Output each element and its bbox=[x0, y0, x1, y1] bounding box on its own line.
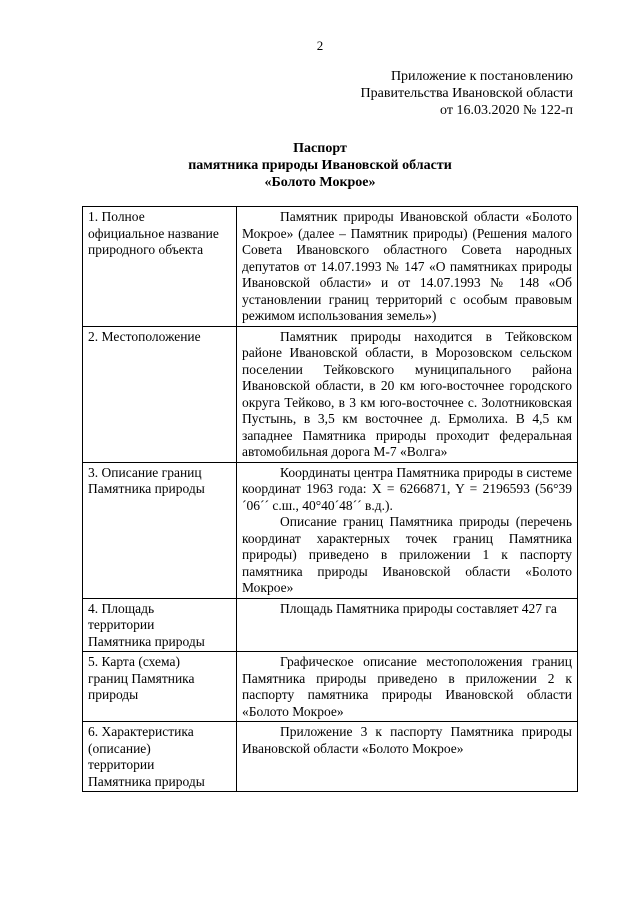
appendix-line: от 16.03.2020 № 122-п bbox=[440, 103, 573, 118]
label-line: 3. Описание границ bbox=[88, 464, 202, 480]
label-line: 1. Полное bbox=[88, 209, 145, 224]
row-label bbox=[83, 598, 237, 652]
value-paragraph: Приложение 3 к паспорту Памятника природы Ивановской области «Болото Мокрое» bbox=[242, 724, 572, 756]
value-paragraph: Памятник природы находится в Тейковском районе Ивановской области, в Морозовском сельском поселении Тейковского муниципального района Ивановской области, в 20 км юго-восточнее городского округа Тейково, в 3 км юго-восточнее с. Золотниковская Пустынь, в 3,5 км восточнее д. Ермолиха. В 4,5 км западнее Памятника природы проходит федеральная автомобильная дорога М-7 «Волга» bbox=[242, 328, 572, 459]
label-line: (описание) bbox=[88, 740, 151, 756]
title-line: памятника природы Ивановской области bbox=[188, 158, 452, 173]
table-row bbox=[83, 207, 578, 327]
label-line: Памятника природы bbox=[88, 481, 205, 496]
row-value bbox=[237, 598, 578, 652]
appendix-reference bbox=[361, 68, 573, 119]
value-paragraph: Координаты центра Памятника природы в системе координат 1963 года: X = 6266871, Y = 2196593 (56°39´06´´ с.ш., 40°40´48´´ в.д.). bbox=[242, 464, 572, 513]
value-paragraph: Памятник природы Ивановской области «Болото Мокрое» (далее – Памятник природы) (Решения малого Совета Ивановского областного Совета народных депутатов от 14.07.1993 № 147 «О памятниках природы Ивановской области» и от 14.07.1993 № 148 «Об установлении границ территорий с особым правовым режимом использования земель») bbox=[242, 209, 572, 323]
row-label bbox=[83, 207, 237, 327]
table-row bbox=[83, 652, 578, 722]
label-line: 6. Характеристика bbox=[88, 724, 194, 739]
value-paragraph: Площадь Памятника природы составляет 427 га bbox=[280, 600, 557, 616]
label-line: границ Памятника bbox=[88, 670, 195, 686]
row-value bbox=[237, 722, 578, 792]
label-line: природы bbox=[88, 687, 139, 702]
table-row bbox=[83, 326, 578, 462]
row-label bbox=[83, 462, 237, 598]
appendix-line: Правительства Ивановской области bbox=[360, 86, 573, 101]
table-row bbox=[83, 722, 578, 792]
label-line: территории bbox=[88, 757, 155, 772]
row-value bbox=[237, 326, 578, 462]
row-value bbox=[237, 652, 578, 722]
label-line: природного объекта bbox=[88, 242, 204, 257]
label-line: Памятника природы bbox=[88, 773, 205, 789]
document-title bbox=[0, 140, 640, 191]
label-line: территории bbox=[88, 617, 155, 632]
row-label bbox=[83, 326, 237, 462]
table-row bbox=[83, 598, 578, 652]
label-line: Памятника природы bbox=[88, 633, 205, 649]
appendix-line: Приложение к постановлению bbox=[390, 69, 573, 84]
label-line: 2. Местоположение bbox=[88, 328, 201, 344]
title-line: «Болото Мокрое» bbox=[264, 175, 376, 190]
page-number: 2 bbox=[316, 38, 324, 53]
row-label bbox=[83, 722, 237, 792]
value-paragraph: Графическое описание местоположения границ Памятника природы приведено в приложении 2 к паспорту памятника природы Ивановской области «Болото Мокрое» bbox=[242, 654, 572, 719]
label-line: 4. Площадь bbox=[88, 600, 155, 616]
row-value bbox=[237, 207, 578, 327]
value-paragraph: Описание границ Памятника природы (перечень координат характерных точек границ Памятника природы) приведено в приложении 1 к паспорту памятника природы Ивановской области «Болото Мокрое» bbox=[242, 514, 572, 595]
row-value bbox=[237, 462, 578, 598]
label-line: 5. Карта (схема) bbox=[88, 654, 180, 669]
title-line: Паспорт bbox=[293, 141, 347, 156]
table-row bbox=[83, 462, 578, 598]
label-line: официальное название bbox=[88, 225, 219, 241]
row-label bbox=[83, 652, 237, 722]
passport-table bbox=[82, 206, 578, 792]
